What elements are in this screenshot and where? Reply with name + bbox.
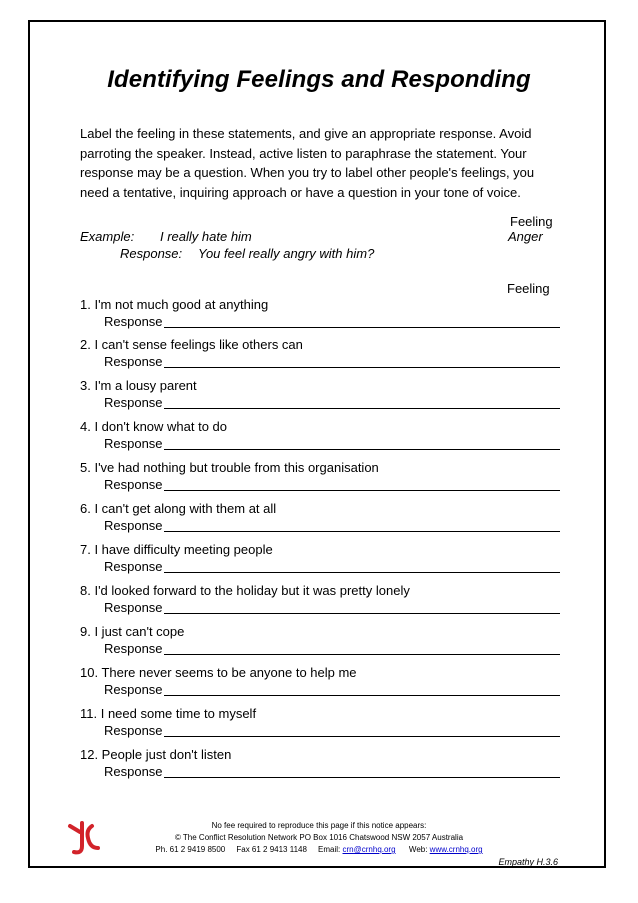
response-answer-line[interactable] <box>164 408 560 409</box>
statement-item <box>80 378 560 418</box>
statement-text: 3. I'm a lousy parent <box>80 378 197 393</box>
response-label: Response <box>104 764 163 779</box>
response-label: Response <box>104 682 163 697</box>
footer-notice: No fee required to reproduce this page if this notice appears: <box>211 821 427 830</box>
statement-text: 12. People just don't listen <box>80 747 232 762</box>
footer-email-link[interactable]: crn@crnhq.org <box>342 845 396 854</box>
response-answer-line[interactable] <box>164 736 560 737</box>
response-label: Response <box>104 395 163 410</box>
statement-text: 4. I don't know what to do <box>80 419 228 434</box>
response-answer-line[interactable] <box>164 613 560 614</box>
statement-item <box>80 706 560 746</box>
response-label: Response <box>104 723 163 738</box>
footer-web-link[interactable]: www.crnhq.org <box>429 845 483 854</box>
statement-item <box>80 583 560 623</box>
statement-item <box>80 337 560 377</box>
statement-text: 6. I can't get along with them at all <box>80 501 277 516</box>
response-answer-line[interactable] <box>164 777 560 778</box>
footer-contact <box>0 845 638 854</box>
footer-phone-fax: Ph. 61 2 9419 8500 Fax 61 2 9413 1148 Email: <box>155 845 341 854</box>
footer-web-label: Web: <box>408 845 428 854</box>
example-feeling-header: Feeling <box>510 214 553 229</box>
response-label: Response <box>104 559 163 574</box>
response-answer-line[interactable] <box>164 449 560 450</box>
page-title: Identifying Feelings and Responding <box>107 66 531 93</box>
statement-item <box>80 624 560 664</box>
instructions-paragraph: Label the feeling in these statements, and give an appropriate response. Avoid parroting the speaker. Instead, active listen to paraphrase the statement. Your response may be a question. When you try to label other people's feelings, you need a tentative, inquiring approach or have a question in your tone of voice. <box>80 126 535 200</box>
response-label: Response <box>104 354 163 369</box>
response-answer-line[interactable] <box>164 572 560 573</box>
statement-text: 2. I can't sense feelings like others can <box>80 337 303 352</box>
statement-item <box>80 460 560 500</box>
statement-text: 8. I'd looked forward to the holiday but it was pretty lonely <box>80 583 410 598</box>
statement-item <box>80 501 560 541</box>
response-answer-line[interactable] <box>164 695 560 696</box>
response-label: Response <box>104 518 163 533</box>
response-answer-line[interactable] <box>164 531 560 532</box>
example-statement: I really hate him <box>160 229 252 244</box>
response-answer-line[interactable] <box>164 654 560 655</box>
response-label: Response <box>104 600 163 615</box>
response-answer-line[interactable] <box>164 327 560 328</box>
statement-item <box>80 297 560 337</box>
example-feeling: Anger <box>508 229 543 244</box>
statement-item <box>80 665 560 705</box>
response-answer-line[interactable] <box>164 367 560 368</box>
response-label: Response <box>104 436 163 451</box>
statement-text: 11. I need some time to myself <box>80 706 257 721</box>
statement-item <box>80 542 560 582</box>
statement-text: 5. I've had nothing but trouble from this organisation <box>80 460 379 475</box>
response-label: Response <box>104 314 163 329</box>
example-response: You feel really angry with him? <box>198 246 375 261</box>
response-label: Response <box>104 477 163 492</box>
page-code: Empathy H.3.6 <box>498 857 558 867</box>
statement-text: 10. There never seems to be anyone to help me <box>80 665 357 680</box>
feeling-column-header: Feeling <box>507 281 550 296</box>
statement-item <box>80 419 560 459</box>
response-label: Response <box>104 641 163 656</box>
statement-text: 9. I just can't cope <box>80 624 185 639</box>
footer-address: © The Conflict Resolution Network PO Box 1016 Chatswood NSW 2057 Australia <box>174 833 464 842</box>
response-answer-line[interactable] <box>164 490 560 491</box>
example-label: Example: <box>80 229 135 244</box>
statement-text: 7. I have difficulty meeting people <box>80 542 273 557</box>
example-response-label: Response: <box>120 246 183 261</box>
statement-item <box>80 747 560 787</box>
statement-text: 1. I'm not much good at anything <box>80 297 269 312</box>
